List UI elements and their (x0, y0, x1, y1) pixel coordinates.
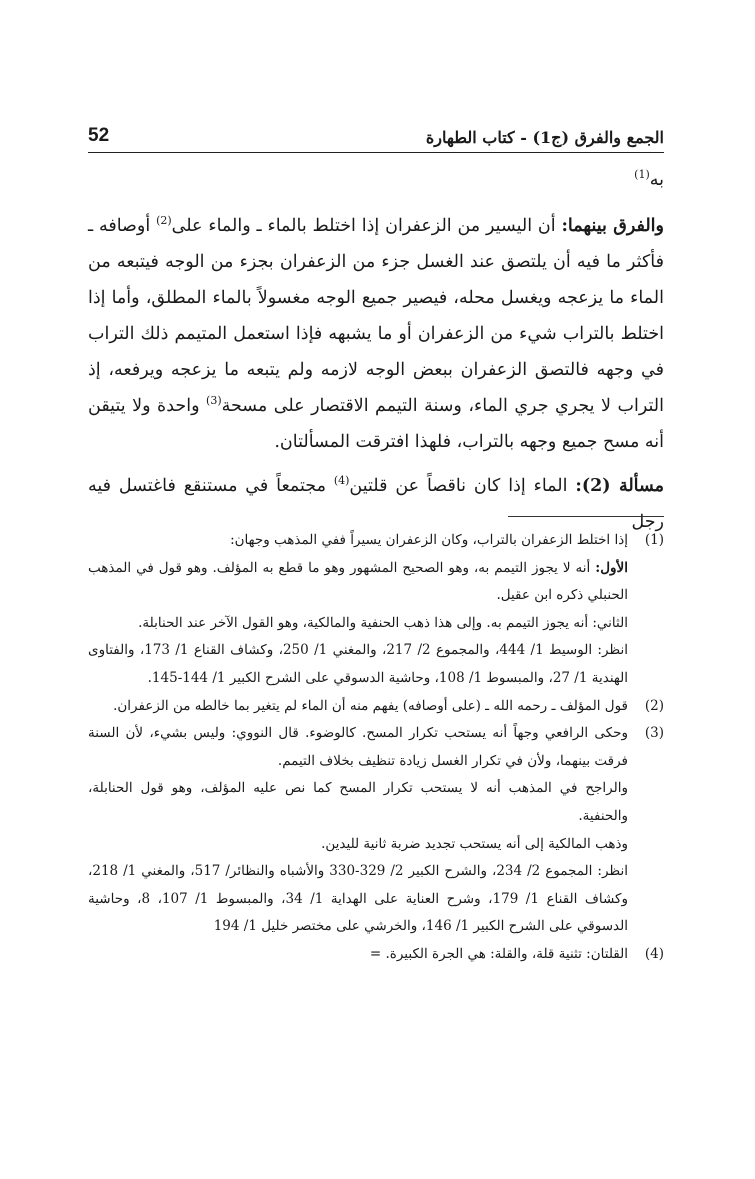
footnote-line (88, 637, 628, 692)
footnotes (88, 527, 664, 969)
footnote-text: القلتان: تثنية قلة، والقلة: هي الجرة الكبيرة. = (369, 945, 628, 962)
paragraph-lead: والفرق بينهما: (561, 216, 664, 236)
footnote-line (88, 858, 628, 941)
footnote-text: قول المؤلف ـ رحمه الله ـ (على أوصافه) يفهم منه أن الماء لم يتغير بما خالطه من الزعفران. (113, 697, 628, 714)
footnote-separator (508, 516, 664, 517)
footnote-lead: الأول: (595, 559, 628, 576)
footnote-line (88, 693, 628, 721)
footnote-line (88, 941, 628, 969)
page-number: 52 (88, 125, 110, 146)
footnote-text: انظر: الوسيط 1/ 444، والمجموع 2/ 217، والمغني 1/ 250، وكشاف القناع 1/ 173، والفتاوى الهندية 1/ 27، والمبسوط 1/ 108، وحاشية الدسوقي على الشرح الكبير 1/ 144-145. (88, 642, 629, 686)
footnote-number: (4) (644, 945, 664, 962)
footnote-line (88, 831, 628, 859)
running-header (88, 122, 664, 153)
footnote-ref-2: (2) (156, 214, 172, 228)
footnote-ref-1: (1) (634, 168, 650, 182)
footnote-text: وذهب المالكية إلى أنه يستحب تجديد ضربة ثانية لليدين. (321, 835, 628, 852)
footnote-text: أنه لا يجوز التيمم به، وهو الصحيح المشهور وهو ما قطع به المؤلف. وهو قول في المذهب الحنبلي ذكره ابن عقيل. (88, 559, 628, 604)
footnote-line (88, 555, 628, 610)
footnote-line (88, 775, 628, 830)
footnote-body (88, 693, 628, 721)
paragraph-text: أن اليسير من الزعفران إذا اختلط بالماء ـ والماء على (171, 216, 562, 236)
footnote (88, 941, 664, 969)
footnote (88, 720, 664, 941)
footnote-ref-3: (3) (206, 394, 222, 408)
footnote-number: (1) (644, 532, 664, 548)
issue-heading: مسألة (2): (575, 476, 664, 496)
footnote-ref-4: (4) (333, 474, 350, 488)
paragraph-text: الماء إذا كان ناقصاً عن قلتين (349, 476, 576, 496)
footnote-line (88, 720, 628, 775)
footnote-text: والراجح في المذهب أنه لا يستحب تكرار المسح كما نص عليه المؤلف، وهو قول الحنابلة، والحنفية. (88, 780, 628, 824)
paragraph-text: مجتمعاً في مستنقع فاغتسل فيه رجل (88, 476, 664, 532)
paragraph-text: واحدة ولا يتيقن أنه مسح جميع وجهه بالتراب، فلهذا افترقت المسألتان. (88, 396, 664, 452)
footnote-text: وحكى الرافعي وجهاً أنه يستحب تكرار المسح. كالوضوء. قال النووي: وليس بشيء، لأن السنة فرقت بينهما، ولأن في تكرار الغسل زيادة تنظيف بخلاف التيمم. (88, 725, 628, 769)
paragraph-difference (88, 208, 664, 460)
footnote-body (88, 720, 628, 941)
footnote-line (88, 610, 628, 638)
footnote-number: (2) (644, 697, 664, 714)
footnote-text: الثاني: أنه يجوز التيمم به. وإلى هذا ذهب الحنفية والمالكية، وهو القول الآخر عند الحنابلة. (138, 614, 628, 631)
paragraph-text: أوصافه ـ فأكثر ما فيه أن يلتصق عند الغسل جزء من الزعفران بجزء من الوجه فيتبعه من الماء ما يزعجه ويغسل محله، فيصير جميع الوجه مغسولاً بالماء المطلق، وأما إذا اختلط بالتراب شيء من الزعفران أو ما يشبهه فإذا استعمل المتيمم ذلك التراب في وجهه فالتصق الزعفران ببعض الوجه لازمه ولم يتبعه ما يزعجه ويرفعه، إذ التراب لا يجري جري الماء، وسنة التيمم الاقتصار على مسحة (88, 216, 664, 416)
main-text (88, 160, 664, 540)
continuation-line (88, 160, 664, 200)
running-title: الجمع والفرق (ج1) - كتاب الطهارة (425, 128, 664, 147)
footnote-body (88, 527, 628, 693)
continuation-word: به (649, 170, 664, 190)
footnote-text: انظر: المجموع 2/ 234، والشرح الكبير 2/ 329-330 والأشباه والنظائر/ 517، والمغني 1/ 218، وكشاف القناع 1/ 179، وشرح العناية على الهداية 1/ 34، والمبسوط 1/ 107، 8، وحاشية الدسوقي على الشرح الكبير 1/ 146، والخرشي على مختصر خليل 1/ 194 (88, 863, 629, 935)
footnote-number: (3) (644, 725, 664, 742)
footnote-text: إذا اختلط الزعفران بالتراب، وكان الزعفران يسيراً ففي المذهب وجهان: (230, 532, 628, 548)
footnote (88, 693, 664, 721)
footnote (88, 527, 664, 693)
footnote-line (88, 527, 628, 555)
footnote-body (88, 941, 628, 969)
